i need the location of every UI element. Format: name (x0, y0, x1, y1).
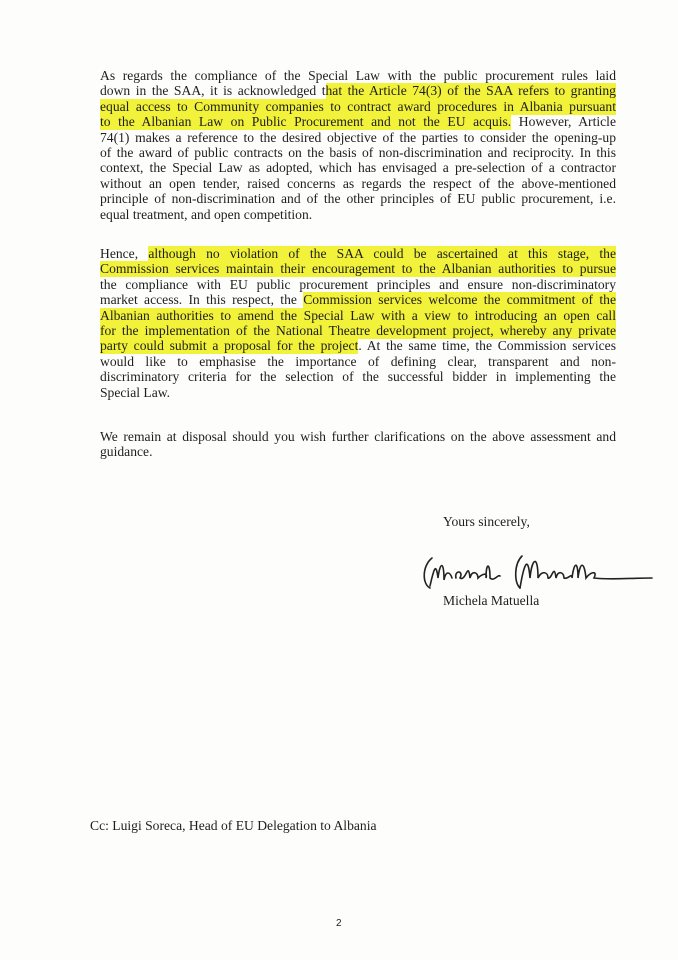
closing-salutation: Yours sincerely, (443, 514, 530, 529)
highlighted-text: Albanian authorities to amend the Special Law with a view to introducing an open call (100, 307, 616, 323)
text-line (100, 83, 616, 98)
highlighted-text: hat the Article 74(3) of the SAA refers to granting (325, 83, 616, 99)
text-line (100, 99, 616, 114)
paragraph-conclusion (100, 246, 616, 400)
text-segment: However, Article (511, 114, 616, 130)
text-line (100, 261, 616, 276)
text-line (100, 246, 616, 261)
text-segment: the compliance with EU public procurement principles and ensure non-discriminatory (100, 276, 616, 292)
text-line (100, 191, 616, 206)
paragraph-compliance (100, 68, 616, 222)
text-segment: guidance. (100, 444, 153, 460)
signatory-name: Michela Matuella (443, 593, 540, 608)
text-line (100, 429, 616, 444)
highlighted-text: party could submit a proposal for the project (100, 338, 359, 354)
text-line (100, 292, 616, 307)
paragraph-remain-at-disposal (100, 429, 616, 460)
text-line (100, 160, 616, 175)
highlighted-text: to the Albanian Law on Public Procurement and not the EU acquis. (100, 114, 512, 130)
text-segment: without an open tender, raised concerns as regards the respect of the above-mentioned (100, 175, 616, 191)
text-line (100, 385, 616, 400)
text-line (100, 323, 616, 338)
text-segment: discriminatory criteria for the selection of the successful bidder in implementing the (100, 369, 616, 385)
text-line (100, 114, 616, 129)
text-line (100, 145, 616, 160)
text-segment: Special Law. (100, 384, 171, 400)
text-line (100, 277, 616, 292)
highlighted-text: equal access to Community companies to contract award procedures in Albania pursuant (100, 98, 616, 114)
text-segment: context, the Special Law as adopted, which has envisaged a pre-selection of a contractor (100, 160, 616, 176)
highlighted-text: Commission services welcome the commitment of the (303, 292, 616, 308)
text-line (100, 369, 616, 384)
text-segment: would like to emphasise the importance of defining clear, transparent and non- (100, 353, 616, 369)
text-segment: As regards the compliance of the Special Law with the public procurement rules laid (100, 68, 616, 83)
text-segment: equal treatment, and open competition. (100, 206, 313, 222)
text-line (100, 68, 616, 83)
text-line (100, 207, 616, 222)
text-line (100, 176, 616, 191)
text-segment: down in the SAA, it is acknowledged t (100, 83, 326, 99)
handwritten-signature (420, 548, 660, 596)
page-number: 2 (336, 918, 342, 929)
text-line (100, 308, 616, 323)
text-segment: 74(1) makes a reference to the desired objective of the parties to consider the opening-up (100, 129, 616, 145)
text-line (100, 338, 616, 353)
text-segment: of the award of public contracts on the basis of non-discrimination and reciprocity. In this (100, 144, 616, 160)
text-segment: Hence, (100, 246, 149, 261)
highlighted-text: Commission services maintain their encouragement to the Albanian authorities to pursue (100, 261, 616, 277)
text-segment: . At the same time, the Commission services (358, 338, 616, 354)
text-segment: We remain at disposal should you wish further clarifications on the above assessment and (100, 429, 616, 444)
text-segment: principle of non-discrimination and of the other principles of EU public procurement, i.e. (100, 191, 616, 207)
highlighted-text: although no violation of the SAA could be ascertained at this stage, the (148, 246, 617, 261)
highlighted-text: for the implementation of the National Theatre development project, whereby any private (100, 322, 616, 338)
text-segment: market access. In this respect, the (100, 292, 304, 308)
cc-line: Cc: Luigi Soreca, Head of EU Delegation to Albania (90, 818, 377, 833)
text-line (100, 354, 616, 369)
text-line (100, 130, 616, 145)
text-line (100, 444, 616, 459)
